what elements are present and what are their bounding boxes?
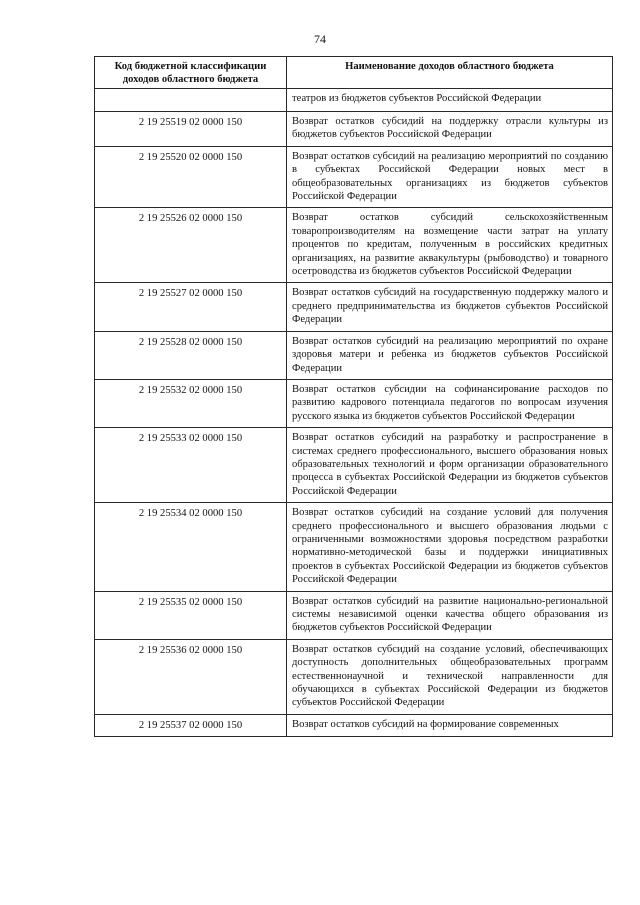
page-number: 74 <box>314 32 326 46</box>
row-name: театров из бюджетов субъектов Российской Федерации <box>287 89 613 112</box>
row-code: 2 19 25519 02 0000 150 <box>95 112 287 147</box>
row-code: 2 19 25532 02 0000 150 <box>95 379 287 427</box>
row-name: Возврат остатков субсидий на формирование современных <box>287 714 613 736</box>
row-name: Возврат остатков субсидий на создание условий для получения среднего профессионального и высшего образования людьми с ограниченными возможностями здоровья посредством разработки нормативно-методической базы и поддержки инициативных проектов в субъектах Российской Федерации из бюджетов субъектов Российской Федерации <box>287 503 613 591</box>
row-name: Возврат остатков субсидий на реализацию мероприятий по охране здоровья матери и ребенка из бюджетов субъектов Российской Федерации <box>287 331 613 379</box>
table-row <box>95 112 613 147</box>
row-code: 2 19 25520 02 0000 150 <box>95 146 287 208</box>
row-code: 2 19 25528 02 0000 150 <box>95 331 287 379</box>
row-name: Возврат остатков субсидий на поддержку отрасли культуры из бюджетов субъектов Российской Федерации <box>287 112 613 147</box>
row-code: 2 19 25536 02 0000 150 <box>95 639 287 714</box>
row-name: Возврат остатков субсидий на государственную поддержку малого и среднего предпринимательства из бюджетов субъектов Российской Федерации <box>287 283 613 331</box>
table-row <box>95 379 613 427</box>
table-row <box>95 146 613 208</box>
budget-classification-table <box>94 56 613 737</box>
row-code <box>95 89 287 112</box>
row-code: 2 19 25534 02 0000 150 <box>95 503 287 591</box>
row-name: Возврат остатков субсидий на создание условий, обеспечивающих доступность дополнительных общеобразовательных программ естественнонаучной и технической направленности для обучающихся в субъектах Российской Федерации из бюджетов субъектов Российской Федерации <box>287 639 613 714</box>
table-row <box>95 208 613 283</box>
table-row <box>95 639 613 714</box>
row-name: Возврат остатков субсидий сельскохозяйственным товаропроизводителям на возмещение части затрат на уплату процентов по кредитам, полученным в российских кредитных организациях, на развитие аквакультуры (рыбоводство) и товарного осетроводства из бюджетов субъектов Российской Федерации <box>287 208 613 283</box>
row-code: 2 19 25527 02 0000 150 <box>95 283 287 331</box>
table-row <box>95 331 613 379</box>
table-row <box>95 591 613 639</box>
row-code: 2 19 25526 02 0000 150 <box>95 208 287 283</box>
table-row <box>95 89 613 112</box>
table-row <box>95 503 613 591</box>
table-row <box>95 283 613 331</box>
row-code: 2 19 25537 02 0000 150 <box>95 714 287 736</box>
row-code: 2 19 25533 02 0000 150 <box>95 428 287 503</box>
table-row <box>95 428 613 503</box>
row-name: Возврат остатков субсидий на реализацию мероприятий по созданию в субъектах Российской Федерации новых мест в общеобразовательных организациях из бюджетов субъектов Российской Федерации <box>287 146 613 208</box>
header-code-column: Код бюджетной классификации доходов областного бюджета <box>95 57 287 89</box>
table-header-row <box>95 57 613 89</box>
row-name: Возврат остатков субсидии на софинансирование расходов по развитию кадрового потенциала педагогов по вопросам изучения русского языка из бюджетов субъектов Российской Федерации <box>287 379 613 427</box>
table-row <box>95 714 613 736</box>
row-code: 2 19 25535 02 0000 150 <box>95 591 287 639</box>
row-name: Возврат остатков субсидий на развитие национально-региональной системы независимой оценки качества общего образования из бюджетов субъектов Российской Федерации <box>287 591 613 639</box>
header-name-column: Наименование доходов областного бюджета <box>287 57 613 89</box>
row-name: Возврат остатков субсидий на разработку и распространение в системах среднего профессионального, высшего образования новых образовательных технологий и форм организации образовательного процесса в субъектах Российской Федерации из бюджетов субъектов Российской Федерации <box>287 428 613 503</box>
